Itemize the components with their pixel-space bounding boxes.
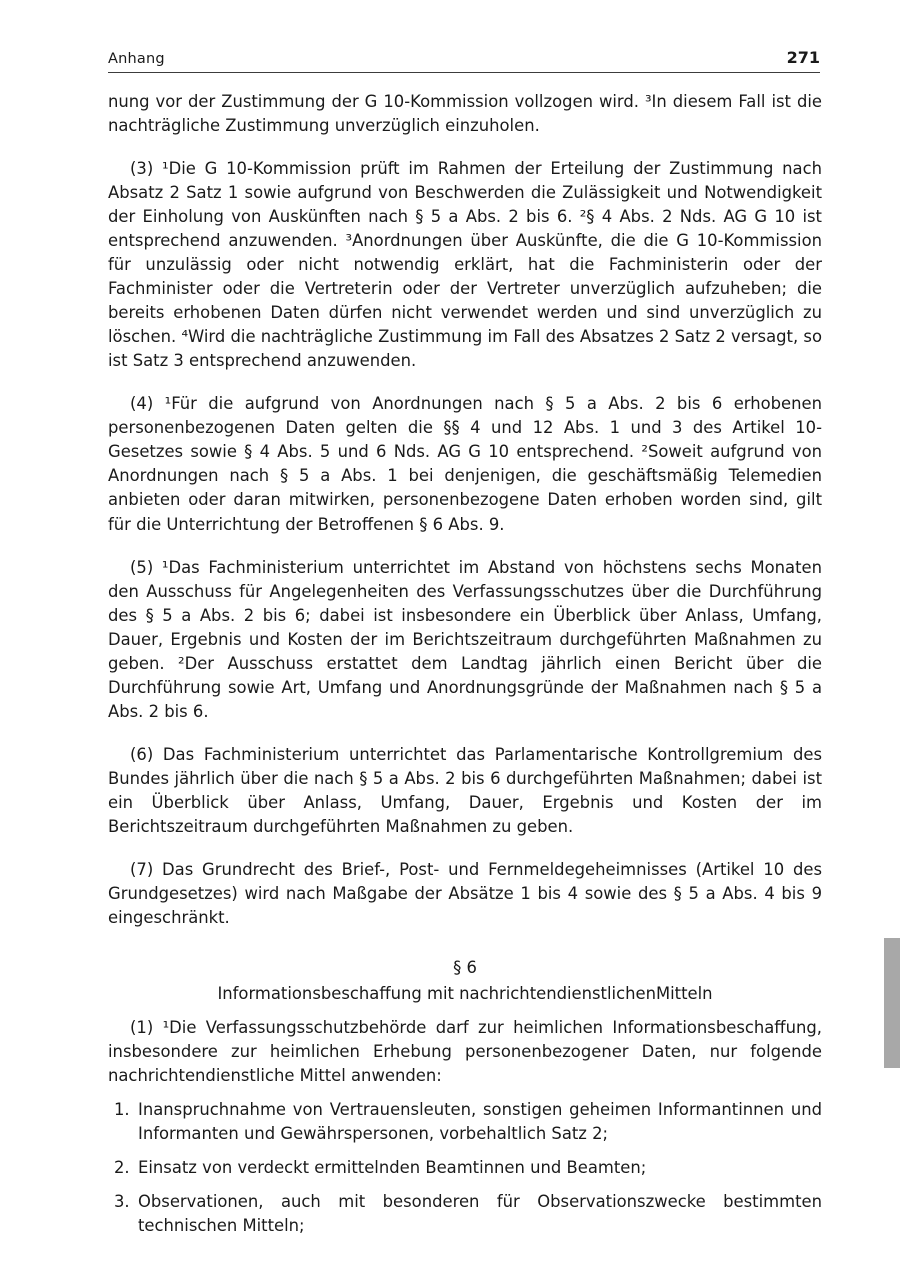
list-item-marker: 3. [114,1192,130,1212]
list-item-marker: 1. [114,1100,130,1120]
page-content [108,90,822,1248]
paragraph-continuation: nung vor der Zustimmung der G 10-Kommission vollzogen wird. ³In diesem Fall ist die nachträgliche Zustimmung unverzüglich einzuholen. [108,92,822,136]
list-item [108,1190,822,1238]
paragraph-6: (6) Das Fachministerium unterrichtet das Parlamentarische Kontrollgremium des Bundes jährlich über die nach § 5 a Abs. 2 bis 6 durchgeführten Maßnahmen; dabei ist ein Überblick über Anlass, Umfang, Dauer, Ergebnis und Kosten der im Berichtszeitraum durchgeführten Maßnahmen zu geben. [108,744,822,836]
list-item [108,1156,822,1180]
list-item-marker: 2. [114,1158,130,1178]
section-number: § 6 [453,957,477,977]
paragraph-4: (4) ¹Für die aufgrund von Anordnungen nach § 5 a Abs. 2 bis 6 erhobenen personenbezogenen Daten gelten die §§ 4 und 12 Abs. 1 und 3 des Artikel 10-Gesetzes sowie § 4 Abs. 5 und 6 Nds. AG G 10 entsprechend. ²Soweit aufgrund von Anordnungen nach § 5 a Abs. 1 bei denjenigen, die geschäftsmäßig Telemedien anbieten oder daran mitwirken, personenbezogene Daten erhoben worden sind, gilt für die Unterrichtung der Betroffenen § 6 Abs. 9. [108,394,822,534]
list-item [108,1098,822,1146]
paragraph-7: (7) Das Grundrecht des Brief-, Post- und Fernmeldegeheimnisses (Artikel 10 des Grundgesetzes) wird nach Maßgabe der Absätze 1 bis 4 sowie des § 5 a Abs. 4 bis 9 eingeschränkt. [108,859,822,927]
list-item-text: Einsatz von verdeckt ermittelnden Beamtinnen und Beamten; [138,1158,647,1178]
list-item-text: Observationen, auch mit besonderen für Observationszwecke bestimmten technischen Mitteln; [138,1192,822,1236]
paragraph-5: (5) ¹Das Fachministerium unterrichtet im Abstand von höchstens sechs Monaten den Ausschuss für Angelegenheiten des Verfassungsschutzes über die Durchführung des § 5 a Abs. 2 bis 6; dabei ist insbesondere ein Überblick über Anlass, Umfang, Dauer, Ergebnis und Kosten der im Berichtszeitraum durchgeführten Maßnahmen zu geben. ²Der Ausschuss erstattet dem Landtag jährlich einen Bericht über die Durchführung sowie Art, Umfang und Anordnungsgründe der Maßnahmen nach § 5 a Abs. 2 bis 6. [108,557,822,721]
page-number: 271 [786,48,820,67]
section-title: Informationsbeschaffung mit nachrichtendienstlichenMitteln [217,984,713,1003]
page-header [108,48,820,73]
paragraph-3: (3) ¹Die G 10-Kommission prüft im Rahmen der Erteilung der Zustimmung nach Absatz 2 Satz 1 sowie aufgrund von Beschwerden die Zulässigkeit und Notwendigkeit der Einholung von Auskünften nach § 5 a Abs. 2 bis 6. ²§ 4 Abs. 2 Nds. AG G 10 ist entsprechend anzuwenden. ³Anordnungen über Auskünfte, die die G 10-Kommission für unzulässig oder nicht notwendig erklärt, hat die Fachministerin oder der Fachminister oder die Vertreterin oder der Vertreter unverzüglich aufzuheben; die bereits erhobenen Daten dürfen nicht verwendet werden und sind unverzüglich zu löschen. ⁴Wird die nachträgliche Zustimmung im Fall des Absatzes 2 Satz 2 versagt, so ist Satz 3 entsprechend anzuwenden. [108,159,822,371]
section-intro-paragraph: (1) ¹Die Verfassungsschutzbehörde darf zur heimlichen Informationsbeschaffung, insbesondere zur heimlichen Erhebung personenbezogener Daten, nur folgende nachrichtendienstliche Mittel anwenden: [108,1018,822,1086]
header-section-title: Anhang [108,51,165,67]
page-thumb-index-tab [884,938,900,1068]
enumerated-list [108,1098,822,1238]
list-item-text: Inanspruchnahme von Vertrauensleuten, sonstigen geheimen Informantinnen und Informanten und Gewährspersonen, vorbehaltlich Satz 2; [138,1100,822,1144]
